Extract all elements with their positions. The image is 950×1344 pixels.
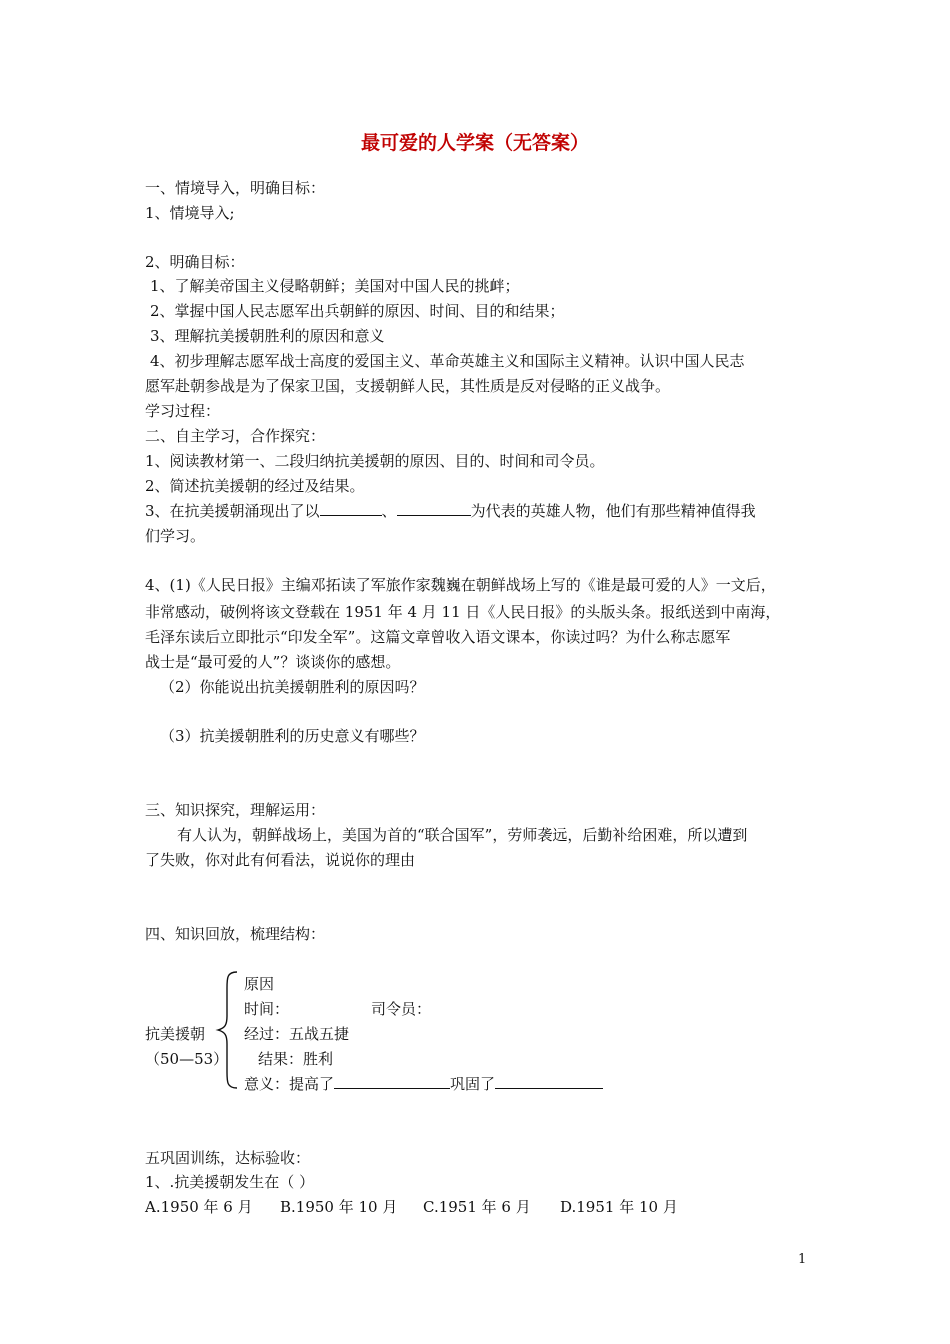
question-2-3 (145, 501, 756, 521)
structure-commander: 司令员： (371, 1000, 432, 1018)
section-5-heading: 五巩固训练，达标验收： (145, 1149, 311, 1167)
question-2-1: 1、阅读教材第一、二段归纳抗美援朝的原因、目的、时间和司令员。 (145, 452, 605, 470)
question-2-4-2: （2）你能说出抗美援朝胜利的原因吗？ (160, 678, 425, 696)
goal-4-line-2: 愿军赴朝参战是为了保家卫国，支援朝鲜人民，其性质是反对侵略的正义战争。 (145, 377, 671, 395)
question-2-3-prefix: 3、在抗美援朝涌现出了以 (145, 502, 320, 520)
hero-blank-1[interactable] (320, 501, 382, 516)
question-2-4-line-2: 非常感动，破例将该文登载在 1951 年 4 月 11 日《人民日报》的头版头条。报纸送到中南海， (145, 603, 781, 621)
option-d: D.1951 年 10 月 (560, 1198, 678, 1216)
goal-3: 3、理解抗美援朝胜利的原因和意义 (150, 327, 385, 345)
question-2-2: 2、简述抗美援朝的经过及结果。 (145, 477, 365, 495)
section-1-item-1: 1、情境导入; (145, 204, 235, 222)
section-3-paragraph-line-2: 了失败，你对此有何看法，说说你的理由 (145, 851, 416, 869)
meaning-blank-2[interactable] (495, 1074, 603, 1089)
structure-root: 抗美援朝 (145, 1025, 206, 1043)
goal-1: 1、了解美帝国主义侵略朝鲜；美国对中国人民的挑衅； (150, 277, 520, 295)
meaning-blank-1[interactable] (334, 1074, 450, 1089)
structure-reason: 原因 (244, 975, 275, 993)
section-2-heading: 二、自主学习，合作探究： (145, 427, 326, 445)
curly-brace-icon (215, 970, 243, 1090)
question-2-4-line-1: 4、(1)《人民日报》主编邓拓读了军旅作家魏巍在朝鲜战场上写的《谁是最可爱的人》一文后， (145, 576, 776, 594)
section-1-item-2: 2、明确目标： (145, 253, 245, 271)
question-2-4-line-3: 毛泽东读后立即批示“印发全军”。这篇文章曾收入语文课本，你读过吗？为什么称志愿军 (145, 628, 731, 646)
structure-result: 结果：胜利 (258, 1050, 334, 1068)
structure-course: 经过：五战五捷 (244, 1025, 350, 1043)
page-number: 1 (798, 1252, 807, 1267)
question-5-1: 1、.抗美援朝发生在（ ） (145, 1173, 315, 1191)
section-3-heading: 三、知识探究，理解运用： (145, 801, 326, 819)
document-title: 最可爱的人学案（无答案） (360, 132, 589, 154)
structure-time: 时间： (244, 1000, 290, 1018)
hero-blank-2[interactable] (397, 501, 471, 516)
goal-4-line-1: 4、初步理解志愿军战士高度的爱国主义、革命英雄主义和国际主义精神。认识中国人民志 (150, 352, 745, 370)
goal-2: 2、掌握中国人民志愿军出兵朝鲜的原因、时间、目的和结果； (150, 302, 565, 320)
structure-meaning-mid: 巩固了 (450, 1075, 496, 1093)
question-2-3-suffix: 为代表的英雄人物，他们有那些精神值得我 (470, 502, 756, 520)
option-c: C.1951 年 6 月 (423, 1198, 531, 1216)
question-2-4-line-4: 战士是“最可爱的人”？谈谈你的感想。 (145, 653, 401, 671)
section-3-paragraph-line-1: 有人认为，朝鲜战场上，美国为首的“联合国军”，劳师袭远，后勤补给困难，所以遭到 (177, 826, 748, 844)
process-label: 学习过程： (145, 402, 221, 420)
section-1-heading: 一、情境导入，明确目标： (145, 179, 326, 197)
structure-meaning (244, 1074, 603, 1094)
section-4-heading: 四、知识回放，梳理结构： (145, 925, 326, 943)
question-2-3-separator: 、 (381, 502, 397, 520)
option-a: A.1950 年 6 月 (145, 1198, 253, 1216)
structure-meaning-prefix: 意义：提高了 (244, 1075, 335, 1093)
question-2-3-continuation: 们学习。 (145, 527, 206, 545)
option-b: B.1950 年 10 月 (280, 1198, 398, 1216)
question-2-4-3: （3）抗美援朝胜利的历史意义有哪些？ (160, 727, 425, 745)
structure-root-years: （50—53） (145, 1050, 229, 1068)
